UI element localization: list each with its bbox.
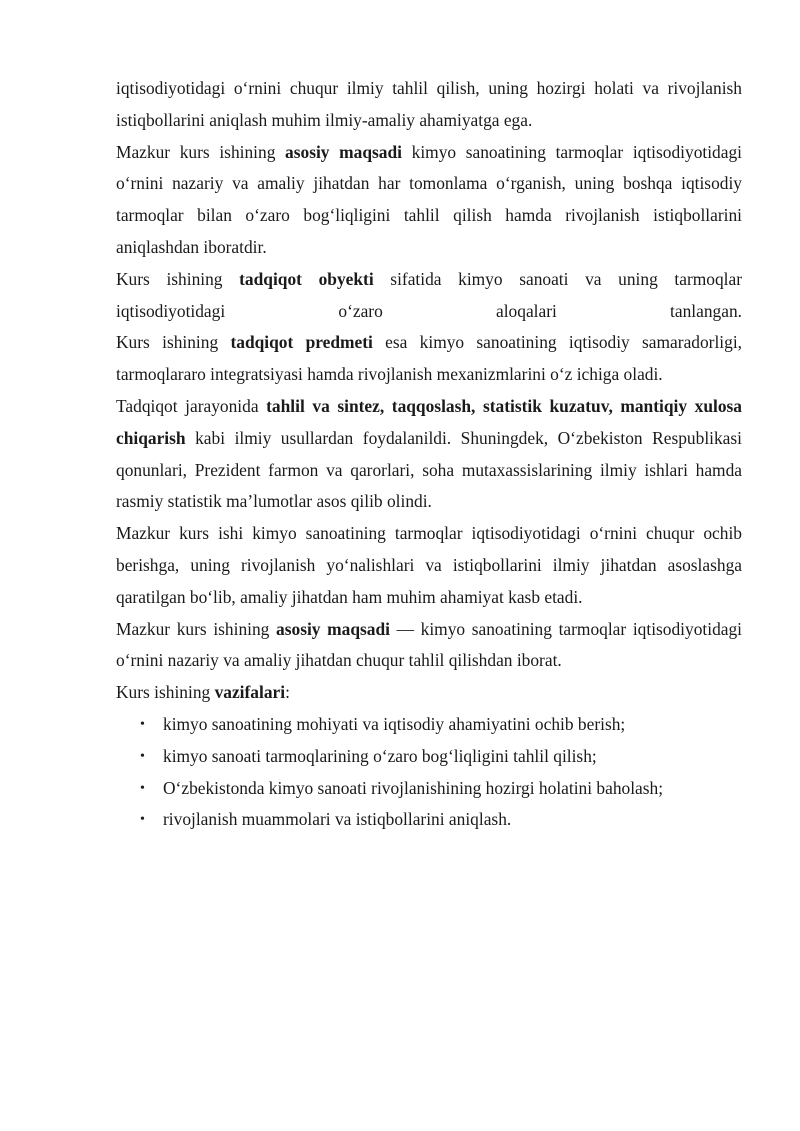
paragraph-main-goal: Mazkur kurs ishining asosiy maqsadi kimyo sanoatining tarmoqlar iqtisodiyotidagi o‘rnini nazariy va amaliy jihatdan har tomonlama o‘rganish, uning boshqa iqtisodiy tarmoqlar bilan o‘zaro bog‘liqligini tahlil qilish hamda rivojlanish istiqbollarini aniqlashdan iboratdir. — [116, 141, 742, 257]
term-research-methods: tahlil va sintez, taqqoslash, statistik kuzatuv, mantiqiy xulosa chiqarish — [116, 395, 742, 448]
term-main-goal: asosiy maqsadi — [285, 141, 402, 162]
list-item: • rivojlanish muammolari va istiqbollarini aniqlash. — [116, 804, 742, 836]
paragraph-significance: Mazkur kurs ishi kimyo sanoatining tarmoqlar iqtisodiyotidagi o‘rnini chuqur ochib berishga, uning rivojlanish yo‘nalishlari va istiqbollarini ilmiy jihatdan asoslashga qaratilgan bo‘lib, amaliy jihatdan ham muhim ahamiyat kasb etadi. — [116, 523, 742, 607]
list-item: • kimyo sanoatining mohiyati va iqtisodiy ahamiyatini ochib berish; — [116, 709, 742, 741]
list-item: • O‘zbekistonda kimyo sanoati rivojlanishining hozirgi holatini baholash; — [116, 773, 742, 805]
term-tasks: vazifalari — [214, 682, 286, 703]
paragraph-research-subject: Kurs ishining tadqiqot predmeti esa kimyo sanoatining iqtisodiy samaradorligi, tarmoqlararo integratsiyasi hamda rivojlanish mexanizmlarini o‘z ichiga oladi. — [116, 332, 743, 385]
term-main-goal-summary: asosiy maqsadi — [276, 618, 390, 639]
bullet-icon: • — [140, 812, 145, 828]
paragraph-tasks-heading: Kurs ishining vazifalari: — [116, 682, 290, 703]
bullet-icon: • — [140, 716, 145, 732]
term-research-subject: tadqiqot predmeti — [230, 332, 373, 353]
bullet-icon: • — [140, 780, 145, 796]
paragraph-main-goal-summary: Mazkur kurs ishining asosiy maqsadi — kimyo sanoatining tarmoqlar iqtisodiyotidagi o‘rnini nazariy va amaliy jihatdan chuqur tahlil qilishdan iborat. — [116, 618, 743, 671]
paragraph-intro-continuation: iqtisodiyotidagi o‘rnini chuqur ilmiy tahlil qilish, uning hozirgi holati va rivojlanish istiqbollarini aniqlash muhim ilmiy-amaliy ahamiyatga ega. — [116, 78, 742, 130]
paragraph-research-object: Kurs ishining tadqiqot obyekti sifatida kimyo sanoati va uning tarmoqlar iqtisodiyotidagi o‘zaro aloqalari tanlangan. — [116, 268, 742, 321]
document-page — [116, 73, 742, 836]
bullet-icon: • — [140, 748, 145, 764]
tasks-list — [116, 709, 742, 836]
term-research-object: tadqiqot obyekti — [239, 268, 374, 289]
paragraph-research-methods: Tadqiqot jarayonida tahlil va sintez, taqqoslash, statistik kuzatuv, mantiqiy xulosa chiqarish kabi ilmiy usullardan foydalanildi. Shuningdek, O‘zbekiston Respublikasi qonunlari, Prezident farmon va qarorlari, soha mutaxassislarining ilmiy ishlari hamda rasmiy statistik ma’lumotlar asos qilib olindi. — [116, 395, 742, 512]
list-item: • kimyo sanoati tarmoqlarining o‘zaro bog‘liqligini tahlil qilish; — [116, 741, 742, 773]
